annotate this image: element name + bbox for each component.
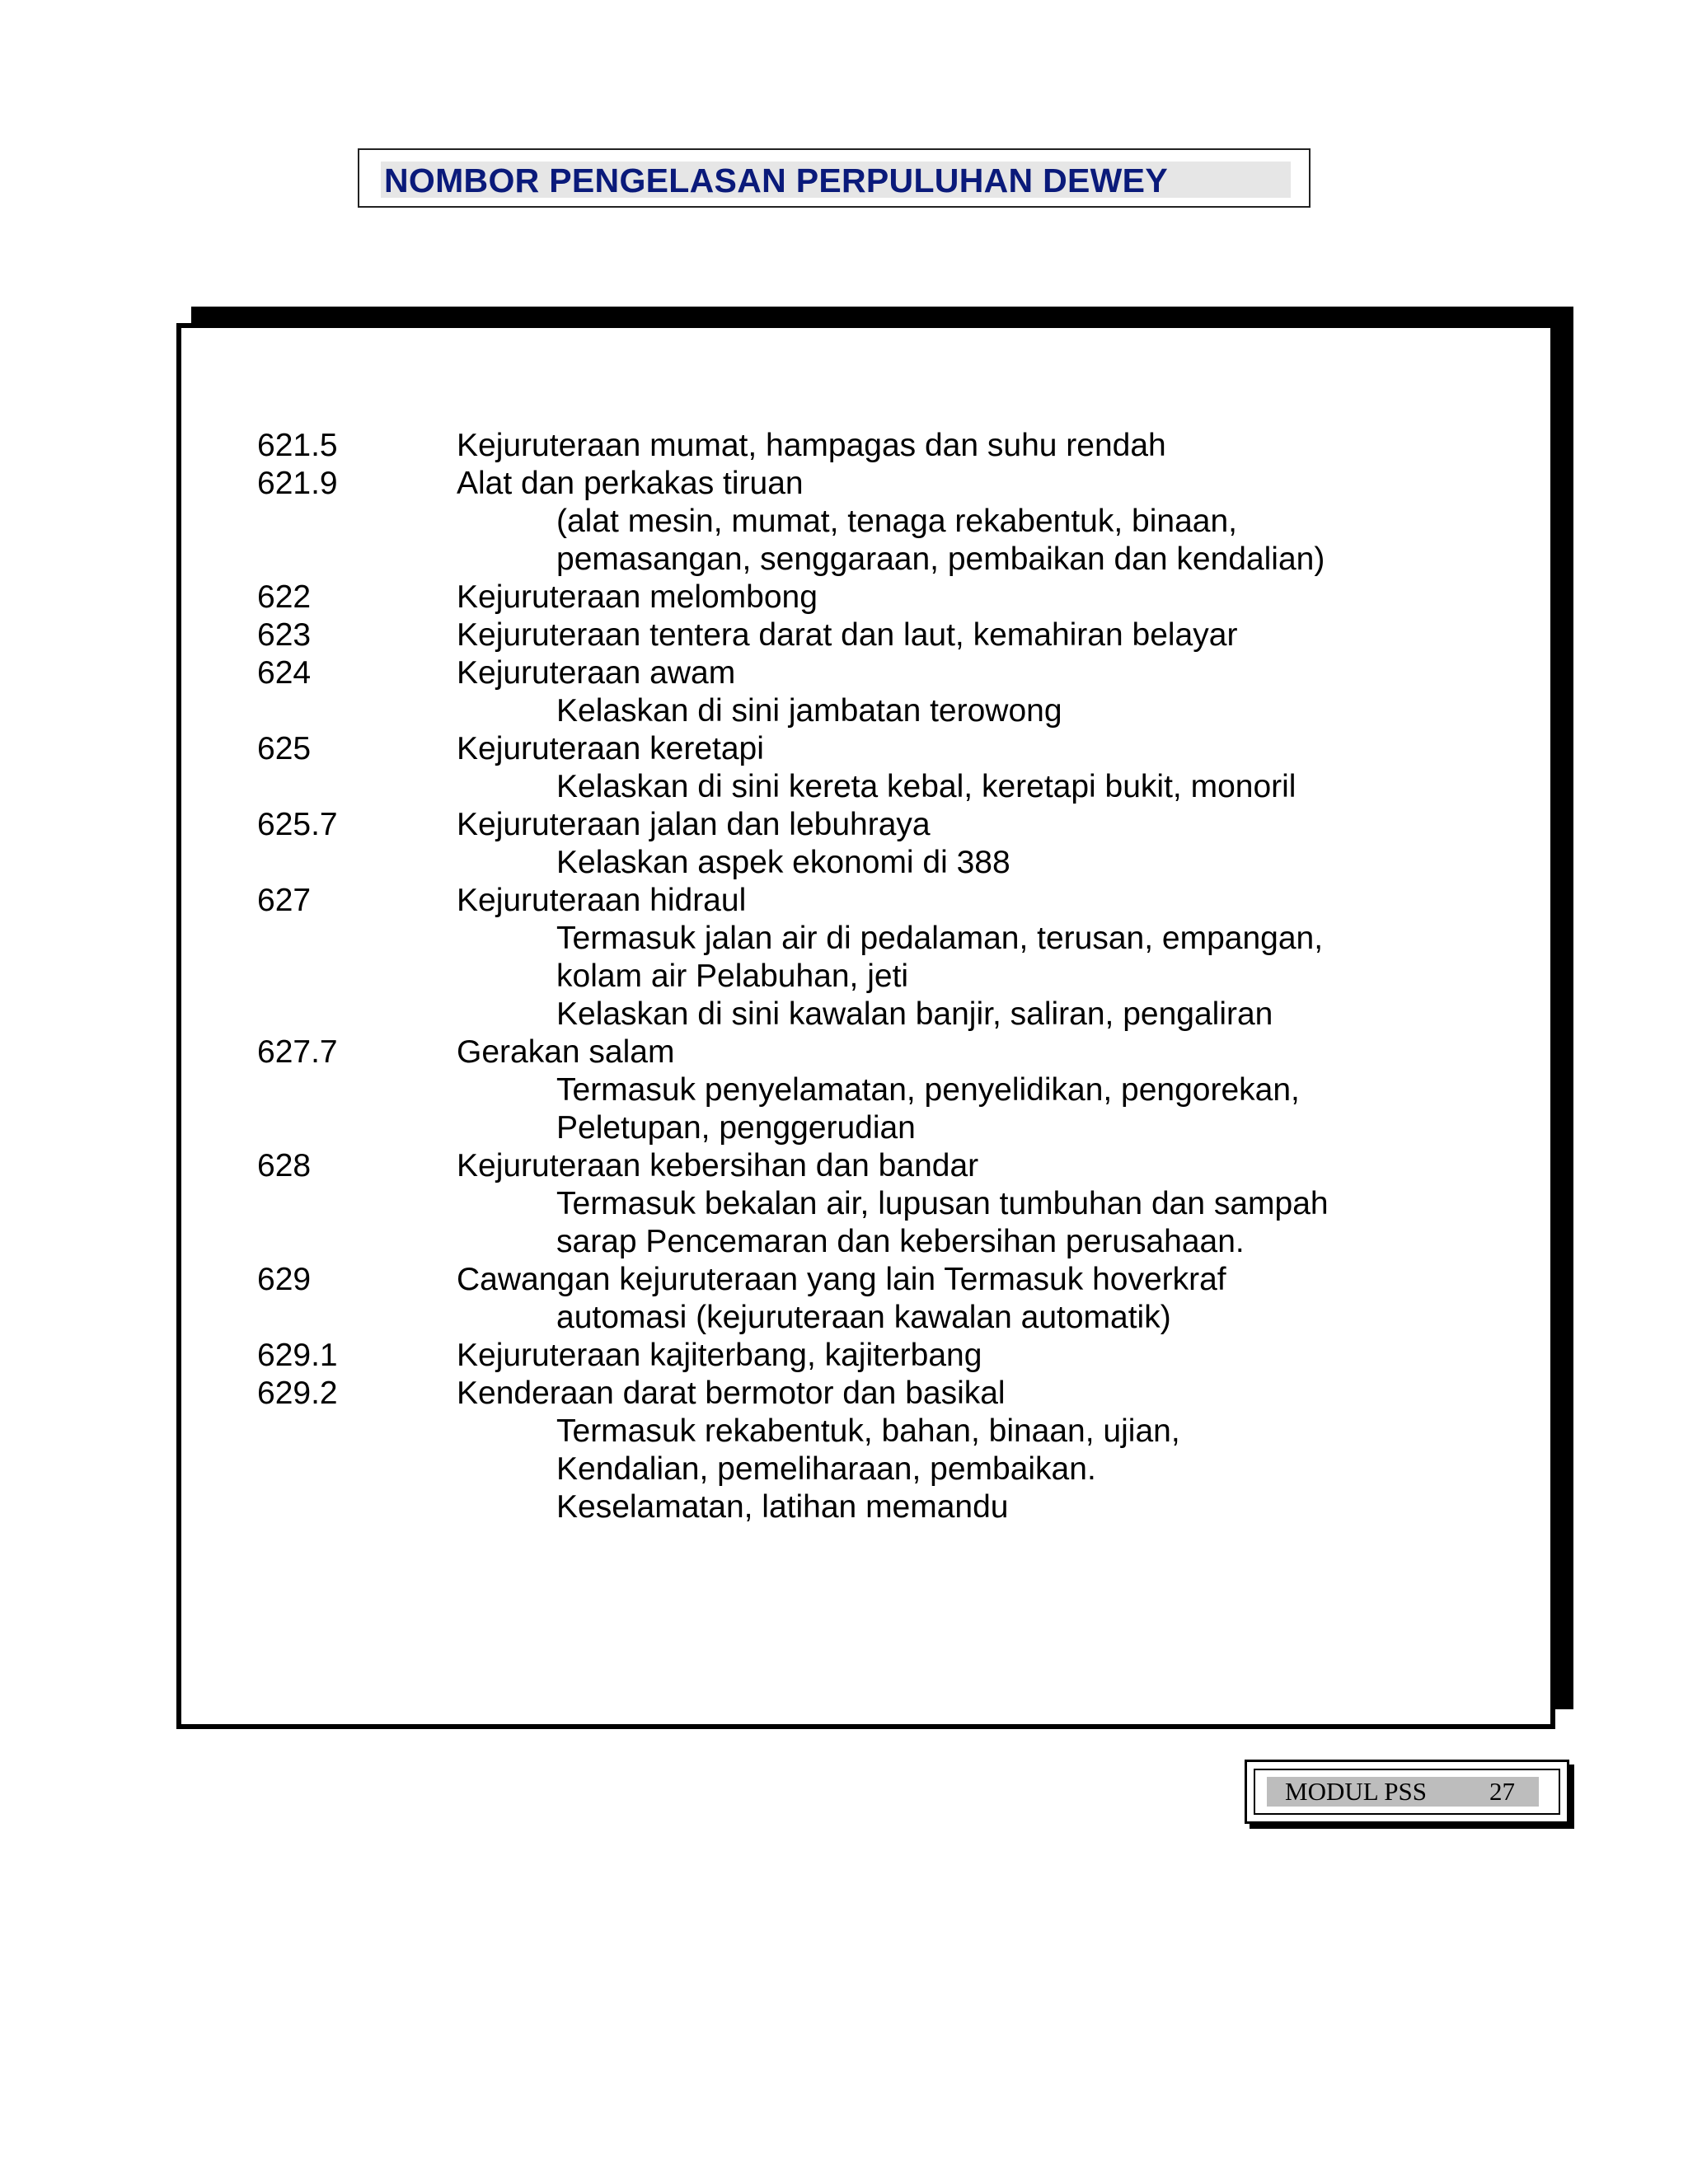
entry-row [257,465,1436,503]
class-number: 629.2 [257,1376,338,1411]
class-number: 627 [257,883,312,918]
class-note: pemasangan, senggaraan, pembaikan dan kendalian) [556,541,1325,577]
footer-page-number: 27 [1489,1777,1515,1806]
entry-row [257,1261,1436,1299]
entry-row [257,882,1436,920]
footer-box [1245,1760,1569,1824]
class-note: Kelaskan aspek ekonomi di 388 [556,845,1010,880]
footer-module-label: MODUL PSS [1285,1777,1427,1806]
entry-note-row [257,503,1436,541]
entry-note-row [257,692,1436,730]
classification-list [257,427,1436,1526]
class-number: 625.7 [257,807,338,842]
class-heading: Kejuruteraan jalan dan lebuhraya [457,807,931,842]
class-heading: Kejuruteraan keretapi [457,731,764,766]
entry-note-row [257,1071,1436,1109]
entry-row [257,616,1436,654]
class-number: 627.7 [257,1034,338,1070]
class-heading: Kenderaan darat bermotor dan basikal [457,1376,1006,1411]
class-note: Termasuk bekalan air, lupusan tumbuhan dan sampah [556,1186,1329,1221]
class-note: Kendalian, pemeliharaan, pembaikan. [556,1451,1096,1487]
entry-row [257,1147,1436,1185]
class-heading: Kejuruteraan awam [457,655,736,691]
entry-row [257,730,1436,768]
entry-note-row [257,541,1436,579]
entry-note-row [257,1413,1436,1451]
class-number: 624 [257,655,312,691]
class-heading: Cawangan kejuruteraan yang lain Termasuk hoverkraf [457,1262,1226,1297]
class-heading: Alat dan perkakas tiruan [457,466,804,501]
class-heading: Kejuruteraan tentera darat dan laut, kemahiran belayar [457,617,1238,653]
entry-row [257,806,1436,844]
class-heading: Gerakan salam [457,1034,675,1070]
entry-note-row [257,844,1436,882]
class-number: 621.5 [257,428,338,463]
class-note: Termasuk jalan air di pedalaman, terusan, empangan, [556,921,1324,956]
entry-row [257,1033,1436,1071]
entry-note-row [257,996,1436,1033]
class-note: Kelaskan di sini kawalan banjir, saliran, pengaliran [556,996,1273,1032]
entry-note-row [257,1223,1436,1261]
class-note: kolam air Pelabuhan, jeti [556,958,909,994]
entry-note-row [257,1299,1436,1337]
class-number: 622 [257,579,312,615]
class-heading: Kejuruteraan melombong [457,579,818,615]
class-note: Peletupan, penggerudian [556,1110,916,1146]
entry-row [257,427,1436,465]
class-note: automasi (kejuruteraan kawalan automatik) [556,1300,1171,1335]
class-note: Kelaskan di sini jambatan terowong [556,693,1062,729]
entry-note-row [257,958,1436,996]
page-title: NOMBOR PENGELASAN PERPULUHAN DEWEY [384,162,1168,199]
entry-note-row [257,1185,1436,1223]
entry-row [257,1375,1436,1413]
entry-row [257,654,1436,692]
class-note: Kelaskan di sini kereta kebal, keretapi bukit, monoril [556,769,1296,804]
class-number: 621.9 [257,466,338,501]
class-note: Keselamatan, latihan memandu [556,1489,1009,1525]
class-heading: Kejuruteraan hidraul [457,883,747,918]
class-note: (alat mesin, mumat, tenaga rekabentuk, binaan, [556,504,1237,539]
class-number: 625 [257,731,312,766]
class-heading: Kejuruteraan mumat, hampagas dan suhu rendah [457,428,1166,463]
class-number: 623 [257,617,312,653]
class-number: 629 [257,1262,312,1297]
class-note: sarap Pencemaran dan kebersihan perusahaan. [556,1224,1245,1259]
entry-note-row [257,768,1436,806]
entry-note-row [257,1488,1436,1526]
entry-note-row [257,920,1436,958]
class-heading: Kejuruteraan kebersihan dan bandar [457,1148,979,1183]
entry-note-row [257,1451,1436,1488]
class-note: Termasuk rekabentuk, bahan, binaan, ujian, [556,1413,1180,1449]
entry-note-row [257,1109,1436,1147]
page-title-box [358,148,1311,208]
entry-row [257,579,1436,616]
class-number: 628 [257,1148,312,1183]
entry-row [257,1337,1436,1375]
class-number: 629.1 [257,1338,338,1373]
class-note: Termasuk penyelamatan, penyelidikan, pengorekan, [556,1072,1300,1108]
class-heading: Kejuruteraan kajiterbang, kajiterbang [457,1338,982,1373]
